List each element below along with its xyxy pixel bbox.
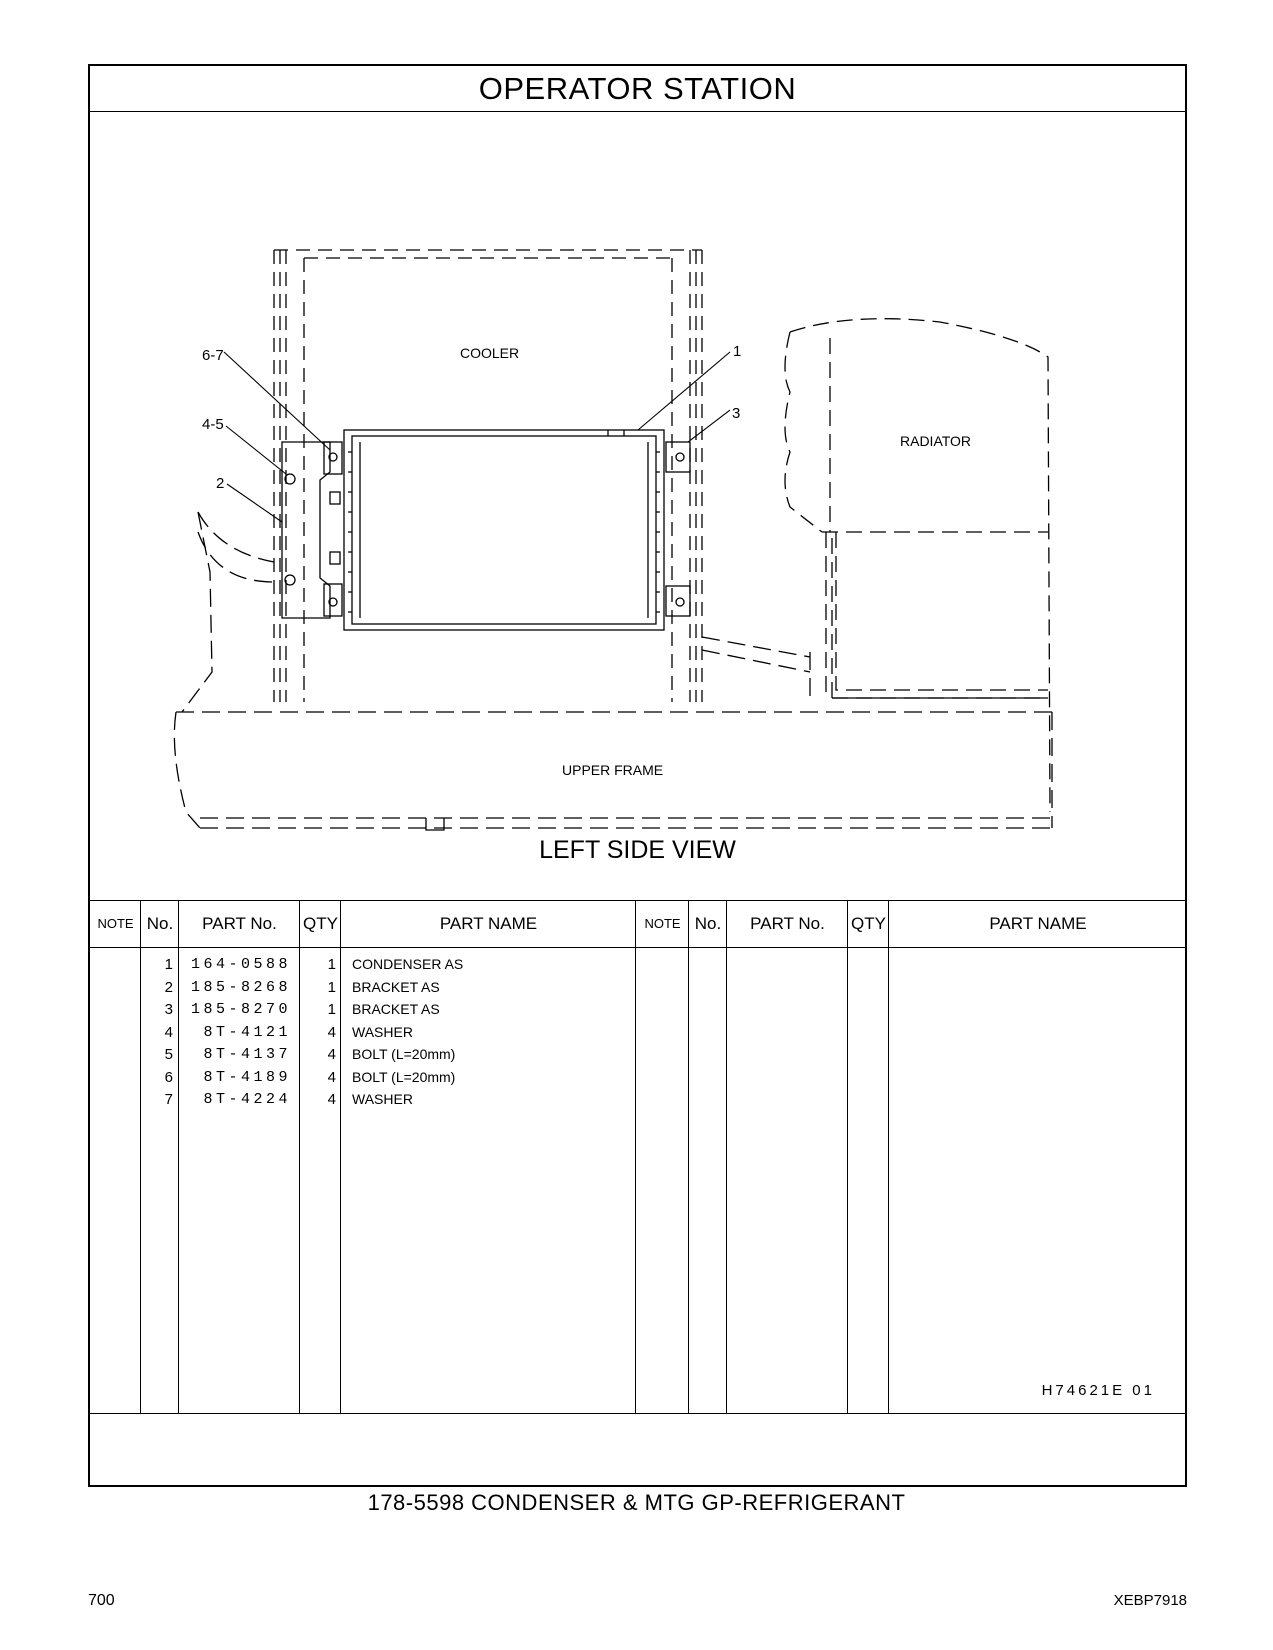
page-number: 700 xyxy=(88,1592,115,1609)
row-part-name: WASHER xyxy=(352,1023,413,1040)
row-no: 4 xyxy=(164,1023,173,1041)
col-note-1 xyxy=(90,901,141,1413)
parts-table xyxy=(90,900,1185,1414)
row-qty: 1 xyxy=(327,978,336,996)
row-part-no: 8T-4121 xyxy=(203,1023,291,1041)
header-qty: QTY xyxy=(303,914,338,933)
row-part-name: WASHER xyxy=(352,1091,413,1107)
callout-6-7: 6-7 xyxy=(202,347,224,364)
parts-diagram xyxy=(90,112,1185,900)
condenser-core xyxy=(344,430,664,630)
col-no-2 xyxy=(689,901,727,1413)
row-part-name: CONDENSER AS xyxy=(352,956,464,972)
row-part-name: BOLT (L=20mm) xyxy=(352,1046,456,1062)
row-no: 5 xyxy=(164,1046,173,1063)
left-bracket xyxy=(282,442,342,618)
group-caption: 178-5598 CONDENSER & MTG GP-REFRIGERANT xyxy=(367,1490,906,1515)
row-qty: 4 xyxy=(327,1023,336,1041)
row-part-name: BRACKET AS xyxy=(352,978,440,995)
header-part-name: PART NAME xyxy=(439,914,538,933)
section-title: OPERATOR STATION xyxy=(90,66,1185,112)
right-bracket xyxy=(666,442,690,616)
document-id: XEBP7918 xyxy=(1113,1592,1187,1609)
row-qty: 1 xyxy=(327,956,336,973)
row-no: 6 xyxy=(164,1068,173,1086)
callout-3: 3 xyxy=(732,405,741,422)
header-part-no-2: PART No. xyxy=(750,914,825,933)
radiator-label: RADIATOR xyxy=(900,433,972,449)
col-note-2 xyxy=(636,901,689,1413)
header-note-2: NOTE xyxy=(644,916,681,931)
cooler-outline xyxy=(274,250,702,702)
row-part-name: BRACKET AS xyxy=(352,1001,440,1017)
row-qty: 4 xyxy=(327,1091,336,1108)
col-partno-2 xyxy=(727,901,848,1413)
row-qty: 1 xyxy=(327,1001,336,1018)
radiator-outline xyxy=(785,319,1050,812)
row-part-no: 8T-4137 xyxy=(203,1046,291,1063)
header-no-2: No. xyxy=(694,914,722,933)
header-qty-2: QTY xyxy=(851,914,886,933)
cooler-label: COOLER xyxy=(460,345,520,361)
view-label: LEFT SIDE VIEW xyxy=(539,836,736,864)
callout-4-5: 4-5 xyxy=(202,416,224,433)
callout-2: 2 xyxy=(216,475,225,492)
page-frame xyxy=(88,64,1187,1487)
header-no: No. xyxy=(146,914,174,933)
row-qty: 4 xyxy=(327,1046,336,1063)
header-divider xyxy=(90,947,1185,948)
header-part-no: PART No. xyxy=(202,914,277,933)
row-part-no: 8T-4224 xyxy=(203,1091,291,1108)
callout-1: 1 xyxy=(733,343,742,360)
illustration-code: H74621E 01 xyxy=(1041,1382,1155,1399)
upper-frame-label: UPPER FRAME xyxy=(562,762,664,778)
row-no: 3 xyxy=(164,1001,173,1018)
row-qty: 4 xyxy=(327,1068,336,1086)
row-no: 7 xyxy=(164,1091,173,1108)
row-no: 2 xyxy=(164,978,173,996)
row-part-no: 185-8268 xyxy=(190,978,291,996)
col-qty-2 xyxy=(848,901,889,1413)
header-note: NOTE xyxy=(97,916,134,931)
header-part-name-2: PART NAME xyxy=(989,914,1087,933)
brace xyxy=(702,637,810,702)
row-part-no: 8T-4189 xyxy=(203,1068,291,1086)
upper-frame-outline xyxy=(174,512,1052,828)
leader-lines xyxy=(224,352,730,522)
row-part-name: BOLT (L=20mm) xyxy=(352,1068,456,1085)
row-no: 1 xyxy=(164,956,173,973)
row-part-no: 164-0588 xyxy=(190,956,291,973)
row-part-no: 185-8270 xyxy=(190,1001,291,1018)
